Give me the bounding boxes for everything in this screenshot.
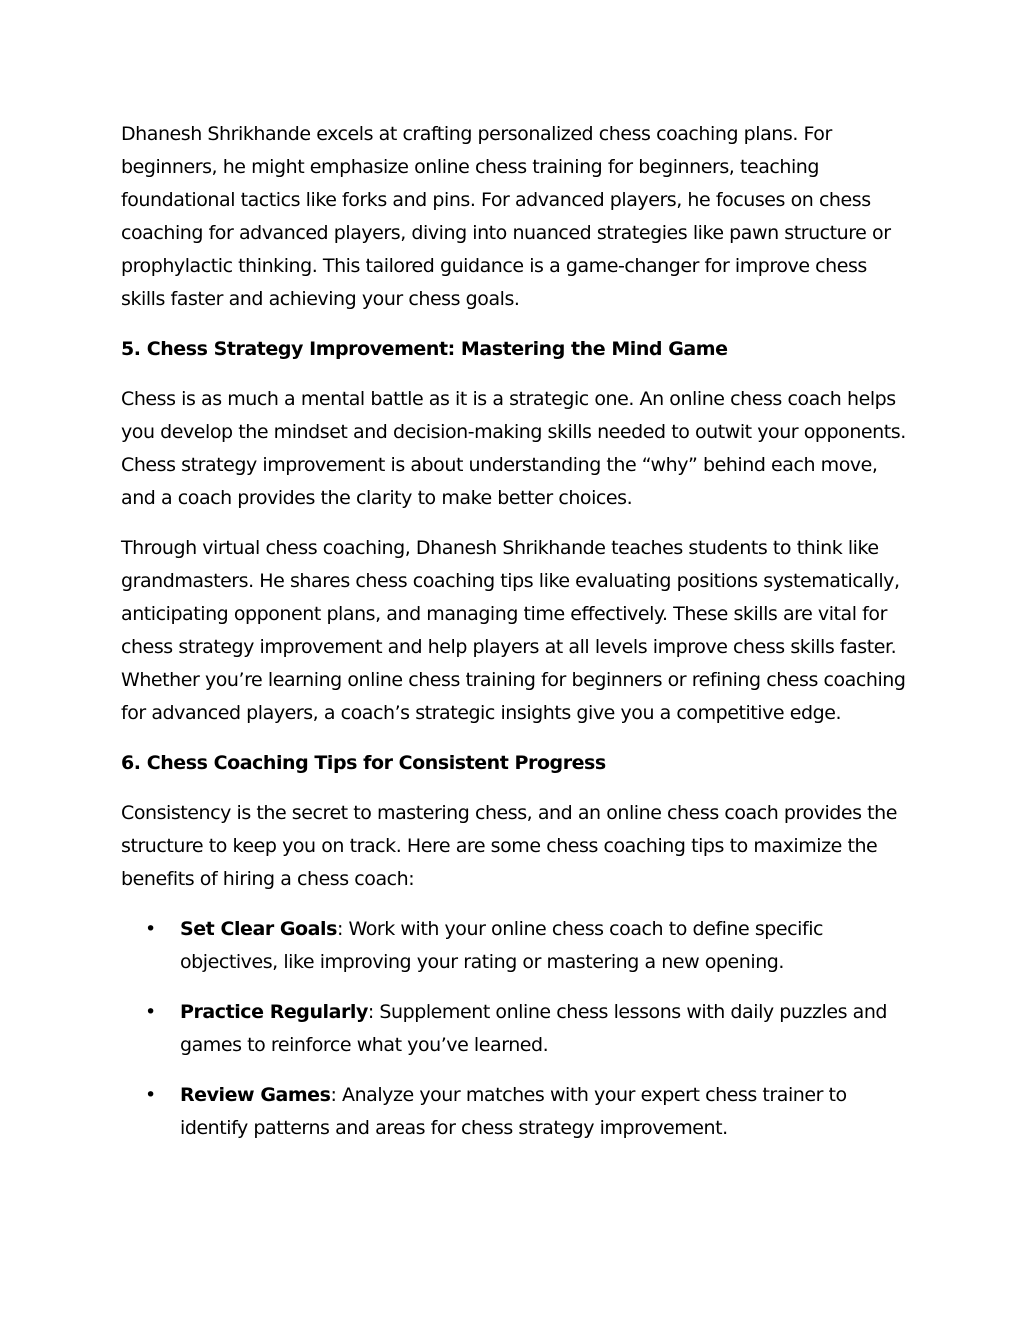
document-page — [121, 118, 911, 1162]
list-item — [121, 1079, 911, 1145]
section-6-heading: 6. Chess Coaching Tips for Consistent Progress — [121, 752, 606, 774]
tip-term: Set Clear Goals — [180, 918, 337, 940]
intro-paragraph: Dhanesh Shrikhande excels at crafting personalized chess coaching plans. For beginners, he might emphasize online chess training for beginners, teaching foundational tactics like forks and pins. For advanced players, he focuses on chess coaching for advanced players, diving into nuanced strategies like pawn structure or prophylactic thinking. This tailored guidance is a game-changer for improve chess skills faster and achieving your chess goals. — [121, 123, 891, 310]
tip-text: : Analyze your matches with your expert chess trainer to identify patterns and areas for chess strategy improvement. — [180, 1084, 847, 1139]
bullet-icon: • — [145, 1084, 156, 1106]
tip-text: : Work with your online chess coach to define specific objectives, like improving your rating or mastering a new opening. — [180, 918, 824, 973]
list-item — [121, 996, 911, 1062]
tips-list — [121, 913, 911, 1145]
section-6-paragraph: Consistency is the secret to mastering chess, and an online chess coach provides the structure to keep you on track. Here are some chess coaching tips to maximize the benefits of hiring a chess coach: — [121, 802, 897, 890]
section-5-heading: 5. Chess Strategy Improvement: Mastering the Mind Game — [121, 338, 728, 360]
tip-term: Review Games — [180, 1084, 331, 1106]
tip-text: : Supplement online chess lessons with daily puzzles and games to reinforce what you’ve learned. — [180, 1001, 888, 1056]
section-5-paragraph-2: Through virtual chess coaching, Dhanesh Shrikhande teaches students to think like grandmasters. He shares chess coaching tips like evaluating positions systematically, anticipating opponent plans, and managing time effectively. These skills are vital for chess strategy improvement and help players at all levels improve chess skills faster. Whether you’re learning online chess training for beginners or refining chess coaching for advanced players, a coach’s strategic insights give you a competitive edge. — [121, 537, 906, 724]
tip-term: Practice Regularly — [180, 1001, 368, 1023]
list-item — [121, 913, 911, 979]
bullet-icon: • — [145, 1001, 156, 1023]
section-5-paragraph-1: Chess is as much a mental battle as it is a strategic one. An online chess coach helps you develop the mindset and decision-making skills needed to outwit your opponents. Chess strategy improvement is about understanding the “why” behind each move, and a coach provides the clarity to make better choices. — [121, 388, 906, 509]
bullet-icon: • — [145, 918, 156, 940]
